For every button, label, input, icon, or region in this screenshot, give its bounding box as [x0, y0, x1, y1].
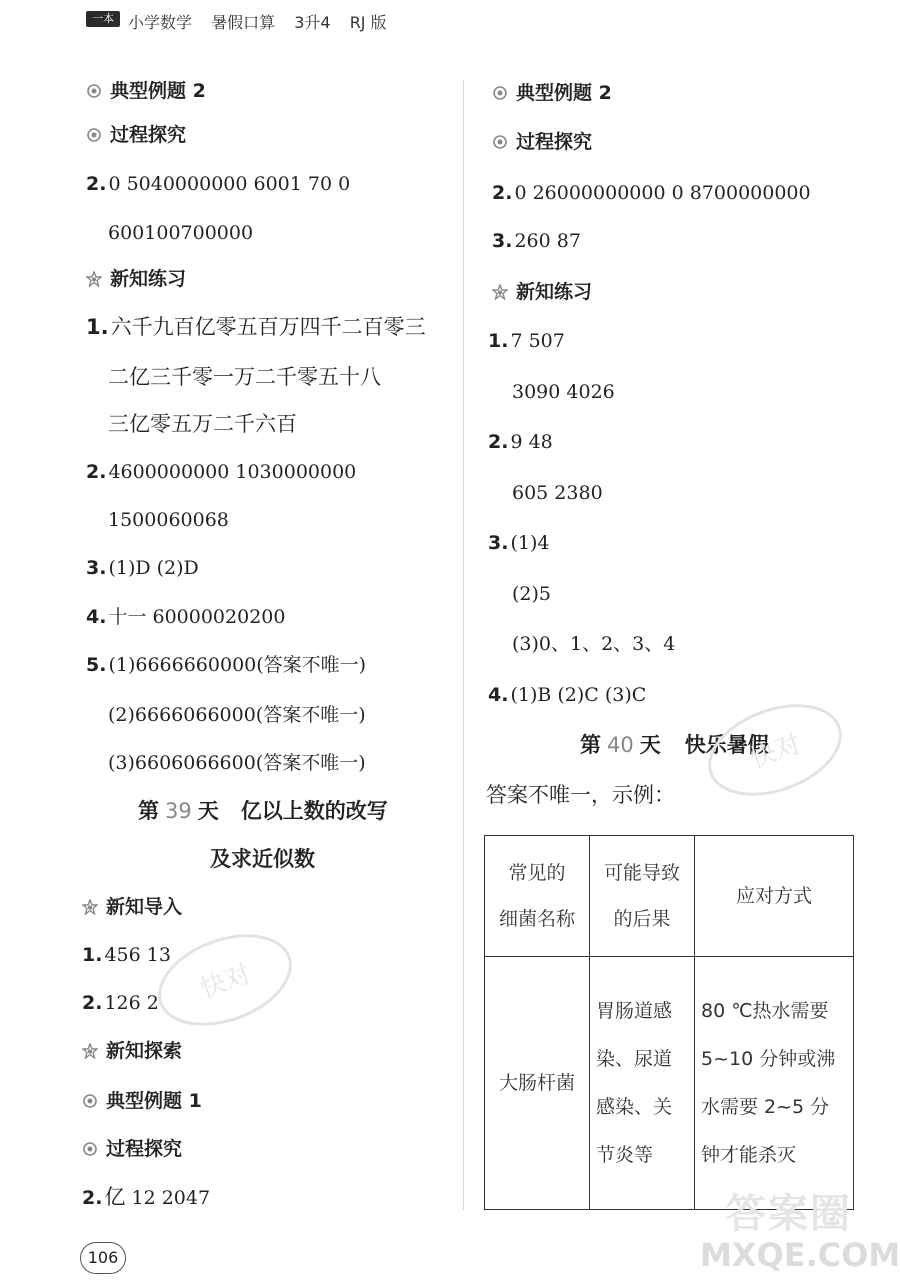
- page-header: [0, 0, 900, 44]
- right-p2-line1: 2. 9 48: [488, 431, 553, 453]
- left-explore-heading: 新知探索: [82, 1038, 182, 1064]
- day39-title-line1: 第 39 天 亿以上数的改写: [138, 799, 388, 823]
- day39-title-line2: 及求近似数: [210, 847, 315, 871]
- table-cell-name: 大肠杆菌: [485, 957, 590, 1210]
- right-q2-line1: 2. 0 26000000000 0 8700000000: [492, 182, 811, 204]
- right-p4-line1: 4. (1)B (2)C (3)C: [488, 684, 647, 706]
- column-divider: [463, 80, 464, 1210]
- table-row: [485, 957, 854, 1210]
- left-p5-line1: 5. (1)6666660000(答案不唯一): [86, 654, 367, 676]
- header-edition: RJ 版: [349, 13, 387, 32]
- header-book: 暑假口算: [211, 13, 276, 32]
- left-p1-line1: 1.六千九百亿零五百万四千二百零三: [86, 315, 426, 339]
- left-process2-heading: 过程探究: [82, 1136, 182, 1162]
- left-process-heading: 过程探究: [86, 122, 186, 148]
- watermark-stamp-icon: [150, 930, 300, 1030]
- brand-logo: 一本: [86, 11, 120, 27]
- left-p2-line2: 1500060068: [108, 509, 229, 531]
- circle-bullet-icon: [82, 1093, 98, 1109]
- circle-bullet-icon: [492, 134, 508, 150]
- watermark-stamp-text: 快对: [196, 958, 256, 1005]
- right-practice-heading: 新知练习: [492, 279, 592, 305]
- answer-table: [484, 835, 854, 1210]
- circle-bullet-icon: [86, 127, 102, 143]
- left-p4-line1: 4. 十一 60000020200: [86, 606, 286, 628]
- watermark-brand: 答案圈: [726, 1191, 852, 1237]
- left-intro-heading: 新知导入: [82, 894, 182, 920]
- day40-title: 第 40 天 快乐暑假: [580, 733, 769, 757]
- left-i1-line1: 1. 456 13: [82, 944, 171, 966]
- star-bullet-icon: [82, 899, 98, 915]
- left-q2-line2: 600100700000: [108, 222, 254, 244]
- right-p3-line2: (2)5: [512, 583, 552, 605]
- table-header-cell: 常见的 细菌名称: [485, 836, 590, 957]
- left-p3-line1: 3. (1)D (2)D: [86, 557, 199, 579]
- left-example1-heading: 典型例题 1: [82, 1088, 202, 1114]
- circle-bullet-icon: [86, 83, 102, 99]
- right-p3-line1: 3. (1)4: [488, 532, 550, 554]
- header-grade: 3升4: [294, 13, 331, 32]
- left-p5-line2: (2)6666066000(答案不唯一): [108, 704, 366, 726]
- left-q2-line1: 2. 0 5040000000 6001 70 0: [86, 173, 351, 195]
- right-note: 答案不唯一，示例：: [486, 783, 675, 807]
- left-p5-line3: (3)6606066600(答案不唯一): [108, 752, 366, 774]
- star-bullet-icon: [492, 284, 508, 300]
- left-i2-line1: 2. 126 2: [82, 992, 159, 1014]
- svg-text:快对: 快对: [746, 728, 806, 775]
- right-p3-line3: (3)0、1、2、3、4: [512, 633, 676, 655]
- left-e2-line1: 2.亿 12 2047: [82, 1185, 211, 1209]
- right-q3-line1: 3. 260 87: [492, 230, 581, 252]
- table-header-row: [485, 836, 854, 957]
- left-p1-line3: 三亿零五万二千六百: [108, 412, 297, 436]
- left-p1-line2: 二亿三千零一万二千零五十八: [108, 365, 381, 389]
- left-p2-line1: 2. 4600000000 1030000000: [86, 461, 357, 483]
- right-p1-line1: 1. 7 507: [488, 330, 565, 352]
- table-header-cell: 可能导致 的后果: [590, 836, 695, 957]
- right-p1-line2: 3090 4026: [512, 381, 615, 403]
- page-number: 106: [80, 1242, 126, 1274]
- table-cell-response: 80 ℃热水需要 5~10 分钟或沸 水需要 2~5 分 钟才能杀灭: [695, 957, 854, 1210]
- header-info: [128, 10, 401, 33]
- header-subject: 小学数学: [128, 13, 193, 32]
- right-example2-heading: 典型例题 2: [492, 80, 612, 106]
- circle-bullet-icon: [492, 85, 508, 101]
- circle-bullet-icon: [82, 1141, 98, 1157]
- star-bullet-icon: [86, 271, 102, 287]
- watermark-site: MXQE.COM: [700, 1236, 900, 1274]
- right-p2-line2: 605 2380: [512, 482, 603, 504]
- star-bullet-icon: [82, 1043, 98, 1059]
- left-practice-heading: 新知练习: [86, 266, 186, 292]
- right-process-heading: 过程探究: [492, 129, 592, 155]
- left-example2-heading: 典型例题 2: [86, 78, 206, 104]
- table-header-cell: 应对方式: [695, 836, 854, 957]
- table-cell-effects: 胃肠道感 染、尿道 感染、关 节炎等: [590, 957, 695, 1210]
